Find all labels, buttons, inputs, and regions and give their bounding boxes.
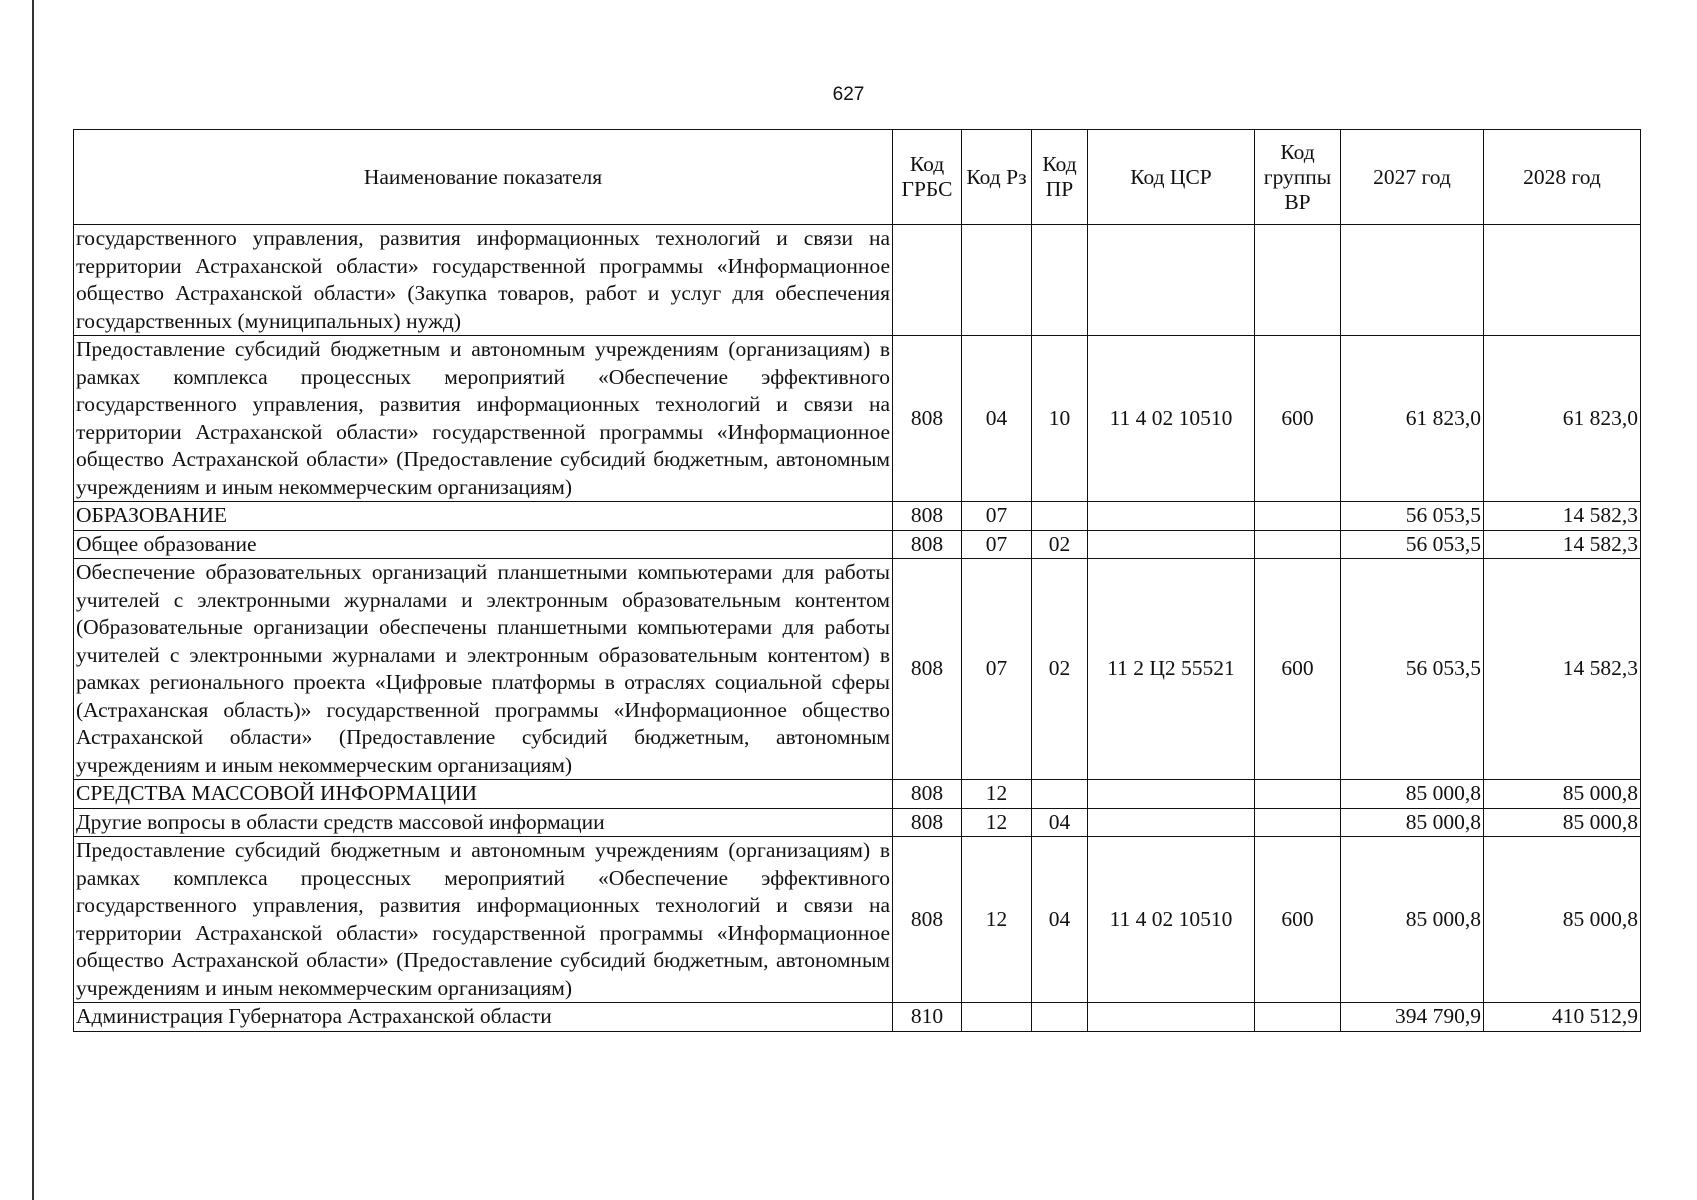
row-name: Общее образование — [74, 530, 893, 559]
row-2028: 14 582,3 — [1484, 502, 1641, 531]
row-grbs — [893, 225, 962, 336]
row-rz: 04 — [962, 336, 1032, 502]
row-grbs: 808 — [893, 530, 962, 559]
row-2028: 410 512,9 — [1484, 1003, 1641, 1032]
row-csr — [1088, 502, 1255, 531]
row-vr — [1255, 808, 1341, 837]
row-2027: 85 000,8 — [1341, 780, 1484, 809]
header-2027: 2027 год — [1341, 130, 1484, 225]
row-name: ОБРАЗОВАНИЕ — [74, 502, 893, 531]
row-2027: 56 053,5 — [1341, 502, 1484, 531]
row-csr: 11 2 Ц2 55521 — [1088, 559, 1255, 780]
row-2028: 85 000,8 — [1484, 780, 1641, 809]
row-vr — [1255, 225, 1341, 336]
table-row — [74, 808, 1641, 837]
budget-table — [73, 129, 1641, 1032]
row-pr: 04 — [1032, 808, 1088, 837]
row-rz — [962, 225, 1032, 336]
row-csr — [1088, 225, 1255, 336]
table-row — [74, 502, 1641, 531]
row-csr — [1088, 1003, 1255, 1032]
row-vr — [1255, 502, 1341, 531]
row-name: СРЕДСТВА МАССОВОЙ ИНФОРМАЦИИ — [74, 780, 893, 809]
table-row — [74, 225, 1641, 336]
row-vr: 600 — [1255, 837, 1341, 1003]
row-name: Администрация Губернатора Астраханской области — [74, 1003, 893, 1032]
header-name: Наименование показателя — [74, 130, 893, 225]
row-name: Обеспечение образовательных организаций планшетными компьютерами для работы учителей с электронными журналами и электронным образовательным контентом (Образовательные организации обеспечены планшетными компьютерами для работы учителей с электронными журналами и электронным образовательным контентом) в рамках регионального проекта «Цифровые платформы в отраслях социальной сферы (Астраханская область)» государственной программы «Информационное общество Астраханской области» (Предоставление субсидий бюджетным, автономным учреждениям и иным некоммерческим организациям) — [74, 559, 893, 780]
row-csr — [1088, 530, 1255, 559]
row-vr — [1255, 1003, 1341, 1032]
row-2028: 85 000,8 — [1484, 808, 1641, 837]
header-2028: 2028 год — [1484, 130, 1641, 225]
header-grbs: Код ГРБС — [893, 130, 962, 225]
page-number: 627 — [832, 84, 865, 105]
row-name: Предоставление субсидий бюджетным и автономным учреждениям (организациям) в рамках комплекса процессных мероприятий «Обеспечение эффективного государственного управления, развития информационных технологий и связи на территории Астраханской области» государственной программы «Информационное общество Астраханской области» (Предоставление субсидий бюджетным, автономным учреждениям и иным некоммерческим организациям) — [74, 837, 893, 1003]
row-rz: 12 — [962, 837, 1032, 1003]
row-csr: 11 4 02 10510 — [1088, 837, 1255, 1003]
row-name: Предоставление субсидий бюджетным и автономным учреждениям (организациям) в рамках комплекса процессных мероприятий «Обеспечение эффективного государственного управления, развития информационных технологий и связи на территории Астраханской области» государственной программы «Информационное общество Астраханской области» (Предоставление субсидий бюджетным, автономным учреждениям и иным некоммерческим организациям) — [74, 336, 893, 502]
row-name: Другие вопросы в области средств массовой информации — [74, 808, 893, 837]
header-rz: Код Рз — [962, 130, 1032, 225]
table-row — [74, 559, 1641, 780]
row-pr: 02 — [1032, 559, 1088, 780]
row-csr — [1088, 780, 1255, 809]
row-rz: 07 — [962, 530, 1032, 559]
table-row — [74, 530, 1641, 559]
row-rz: 07 — [962, 502, 1032, 531]
row-rz: 07 — [962, 559, 1032, 780]
row-rz: 12 — [962, 780, 1032, 809]
table-row — [74, 780, 1641, 809]
row-2028: 61 823,0 — [1484, 336, 1641, 502]
row-vr: 600 — [1255, 336, 1341, 502]
row-2027: 85 000,8 — [1341, 808, 1484, 837]
row-grbs: 810 — [893, 1003, 962, 1032]
row-pr: 04 — [1032, 837, 1088, 1003]
left-margin-rule — [32, 0, 34, 1200]
row-name: государственного управления, развития информационных технологий и связи на территории Астраханской области» государственной программы «Информационное общество Астраханской области» (Закупка товаров, работ и услуг для обеспечения государственных (муниципальных) нужд) — [74, 225, 893, 336]
table-row — [74, 837, 1641, 1003]
row-rz — [962, 1003, 1032, 1032]
row-2027: 61 823,0 — [1341, 336, 1484, 502]
row-grbs: 808 — [893, 559, 962, 780]
row-pr — [1032, 502, 1088, 531]
row-vr — [1255, 530, 1341, 559]
header-vr: Код группы ВР — [1255, 130, 1341, 225]
row-2028: 14 582,3 — [1484, 530, 1641, 559]
row-grbs: 808 — [893, 780, 962, 809]
row-pr: 02 — [1032, 530, 1088, 559]
row-pr — [1032, 780, 1088, 809]
table-header-row — [74, 130, 1641, 225]
header-pr: Код ПР — [1032, 130, 1088, 225]
row-grbs: 808 — [893, 502, 962, 531]
row-pr — [1032, 225, 1088, 336]
row-2027: 56 053,5 — [1341, 530, 1484, 559]
row-2027: 85 000,8 — [1341, 837, 1484, 1003]
row-2028: 85 000,8 — [1484, 837, 1641, 1003]
table-row — [74, 336, 1641, 502]
row-pr: 10 — [1032, 336, 1088, 502]
row-csr: 11 4 02 10510 — [1088, 336, 1255, 502]
row-2027 — [1341, 225, 1484, 336]
row-pr — [1032, 1003, 1088, 1032]
row-vr — [1255, 780, 1341, 809]
row-2027: 394 790,9 — [1341, 1003, 1484, 1032]
row-grbs: 808 — [893, 336, 962, 502]
header-csr: Код ЦСР — [1088, 130, 1255, 225]
row-vr: 600 — [1255, 559, 1341, 780]
row-2027: 56 053,5 — [1341, 559, 1484, 780]
row-csr — [1088, 808, 1255, 837]
table-row — [74, 1003, 1641, 1032]
row-grbs: 808 — [893, 837, 962, 1003]
row-grbs: 808 — [893, 808, 962, 837]
row-2028: 14 582,3 — [1484, 559, 1641, 780]
row-2028 — [1484, 225, 1641, 336]
row-rz: 12 — [962, 808, 1032, 837]
